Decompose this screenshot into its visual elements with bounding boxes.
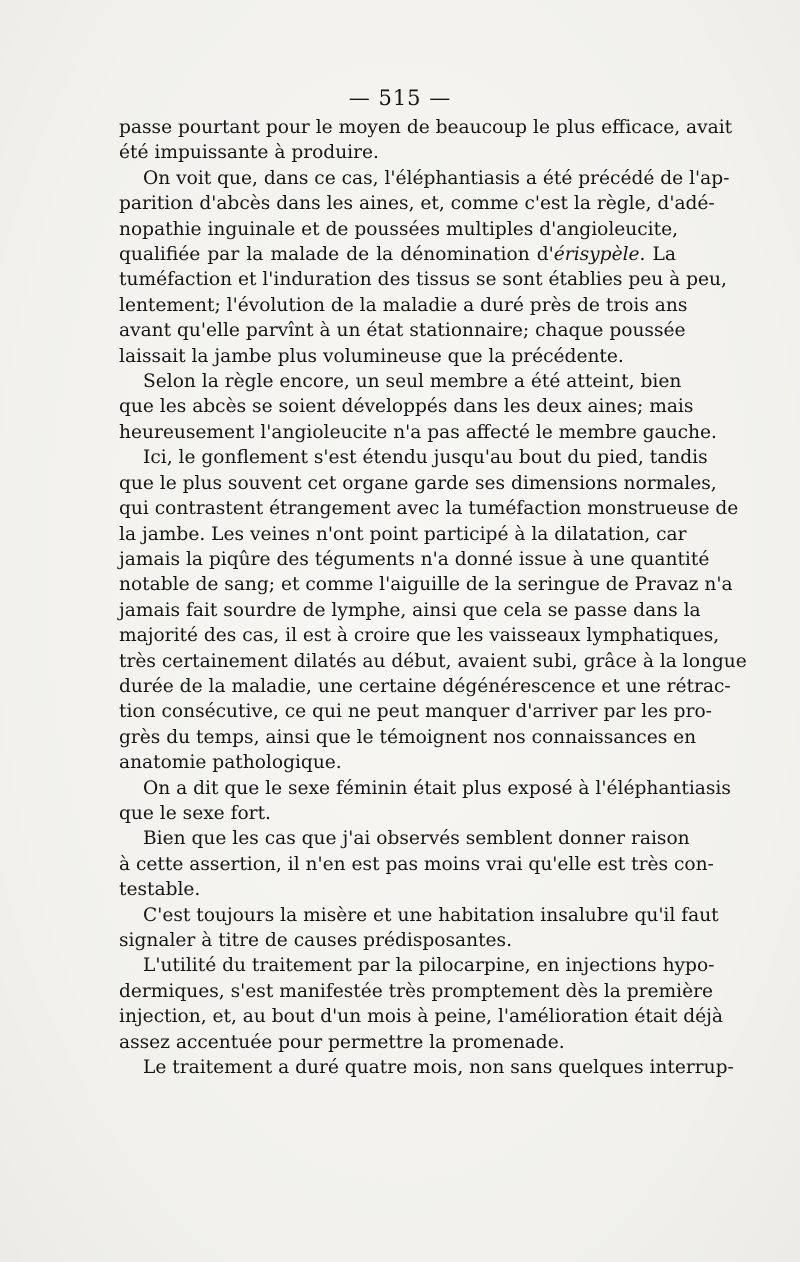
page-number: — 515 — xyxy=(348,86,452,110)
text-line: On voit que, dans ce cas, l'éléphantiasis a été précédé de l'ap- xyxy=(143,167,730,189)
text-line: que les abcès se soient développés dans les deux aines; mais xyxy=(119,396,694,418)
text-line: été impuissante à produire. xyxy=(119,142,379,164)
text-line: parition d'abcès dans les aines, et, comme c'est la règle, d'adé- xyxy=(119,193,715,215)
text-line: injection, et, au bout d'un mois à peine, l'amélioration était déjà xyxy=(119,1006,723,1028)
text-line xyxy=(119,242,676,267)
text-line: avant qu'elle parvînt à un état stationnaire; chaque poussée xyxy=(119,320,686,342)
text-line: grès du temps, ainsi que le témoignent nos connaissances en xyxy=(119,726,697,748)
text-line: majorité des cas, il est à croire que les vaisseaux lymphatiques, xyxy=(119,625,720,647)
italic-term: érisypèle xyxy=(553,244,640,266)
text-line: Bien que les cas que j'ai observés semblent donner raison xyxy=(143,828,690,850)
text-line: passe pourtant pour le moyen de beaucoup le plus efficace, avait xyxy=(119,117,733,138)
text-line: la jambe. Les veines n'ont point participé à la dilatation, car xyxy=(119,523,687,545)
text-line: jamais la piqûre des téguments n'a donné issue à une quantité xyxy=(119,548,710,570)
text-line: notable de sang; et comme l'aiguille de la seringue de Pravaz n'a xyxy=(119,574,733,596)
text-line: heureusement l'angioleucite n'a pas affecté le membre gauche. xyxy=(119,421,717,443)
text-line: Selon la règle encore, un seul membre a été atteint, bien xyxy=(143,371,682,393)
text-segment: qualifiée par la malade de la dénomination d' xyxy=(119,244,554,266)
text-line: dermiques, s'est manifestée très promptement dès la première xyxy=(119,980,714,1002)
text-line: laissait la jambe plus volumineuse que la précédente. xyxy=(119,345,624,367)
body-text xyxy=(119,115,747,1080)
text-line: anatomie pathologique. xyxy=(119,752,342,774)
text-segment: . La xyxy=(639,244,676,266)
text-line: Le traitement a duré quatre mois, non sans quelques interrup- xyxy=(143,1057,734,1079)
text-line: que le sexe fort. xyxy=(119,802,271,824)
text-line: nopathie inguinale et de poussées multiples d'angioleucite, xyxy=(119,218,679,240)
text-line: à cette assertion, il n'en est pas moins vrai qu'elle est très con- xyxy=(119,853,714,875)
text-line: tion consécutive, ce qui ne peut manquer d'arriver par les pro- xyxy=(119,701,712,723)
text-line: testable. xyxy=(119,879,201,901)
text-line: jamais fait sourdre de lymphe, ainsi que cela se passe dans la xyxy=(119,599,701,621)
text-line: signaler à titre de causes prédisposantes. xyxy=(119,930,512,951)
text-line: Ici, le gonflement s'est étendu jusqu'au bout du pied, tandis xyxy=(143,447,708,469)
text-line: C'est toujours la misère et une habitation insalubre qu'il faut xyxy=(143,904,719,926)
text-line: On a dit que le sexe féminin était plus exposé à l'éléphantiasis xyxy=(143,777,731,799)
text-line: assez accentuée pour permettre la promenade. xyxy=(119,1031,565,1053)
text-line: lentement; l'évolution de la maladie a duré près de trois ans xyxy=(119,294,688,316)
text-line: L'utilité du traitement par la pilocarpine, en injections hypo- xyxy=(143,955,715,977)
text-line: tuméfaction et l'induration des tissus se sont établies peu à peu, xyxy=(119,269,727,291)
text-line: que le plus souvent cet organe garde ses dimensions normales, xyxy=(119,472,717,494)
text-line: durée de la maladie, une certaine dégénérescence et une rétrac- xyxy=(119,675,731,697)
text-line: qui contrastent étrangement avec la tuméfaction monstrueuse de xyxy=(119,498,739,520)
text-line: très certainement dilatés au début, avaient subi, grâce à la longue xyxy=(119,650,747,672)
